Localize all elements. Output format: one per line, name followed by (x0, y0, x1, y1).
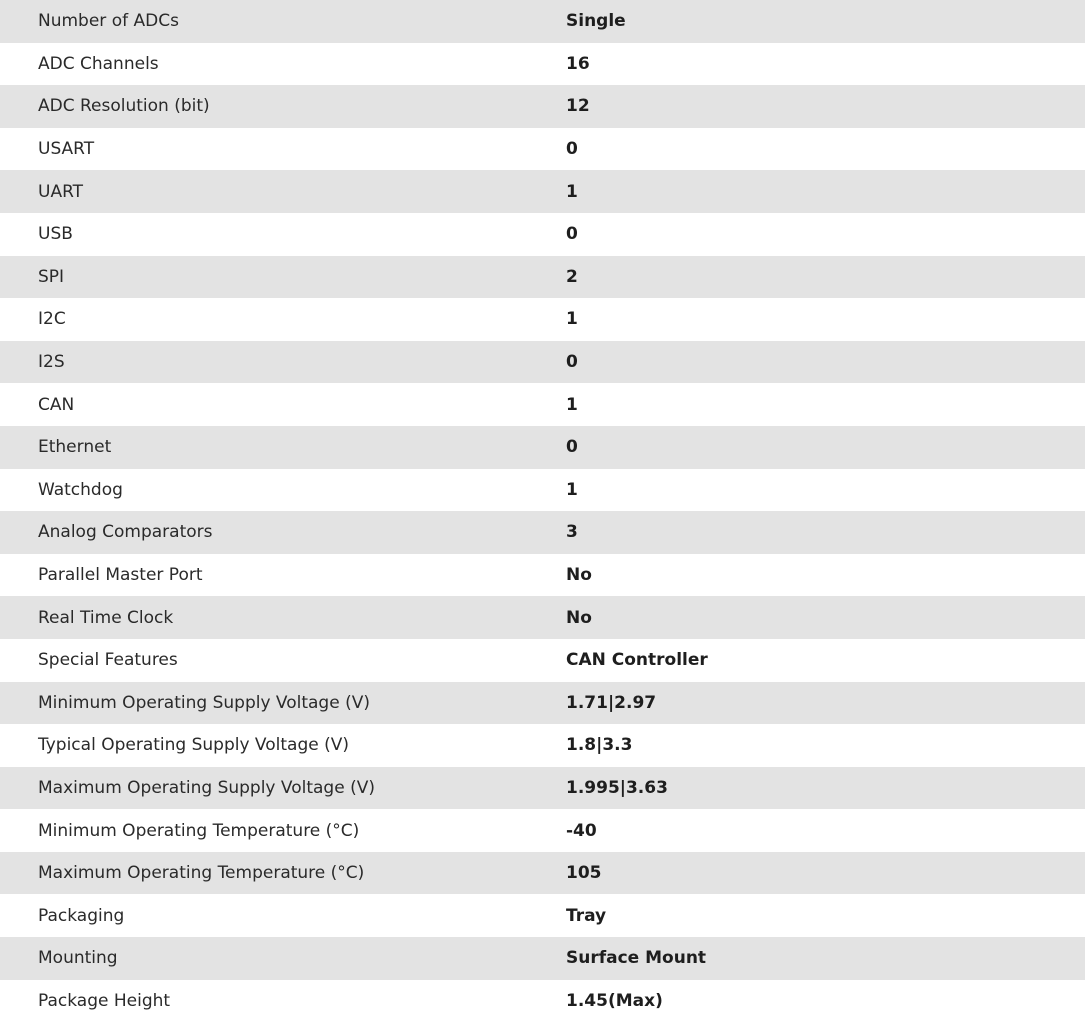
spec-row (0, 85, 1085, 128)
spec-value: 0 (566, 224, 578, 245)
spec-label: Ethernet (38, 437, 112, 458)
spec-value: 1.71|2.97 (566, 692, 657, 713)
spec-label: CAN (38, 394, 75, 415)
spec-label: I2S (38, 352, 65, 373)
spec-value: 0 (566, 139, 578, 160)
spec-row (0, 469, 1085, 512)
spec-label: Analog Comparators (38, 522, 213, 543)
spec-row (0, 511, 1085, 554)
spec-row (0, 298, 1085, 341)
spec-label: Minimum Operating Supply Voltage (V) (38, 692, 370, 713)
spec-value: 105 (566, 863, 602, 884)
spec-value: 0 (566, 352, 578, 373)
spec-row (0, 596, 1085, 639)
spec-value: Tray (566, 905, 607, 926)
spec-label: Maximum Operating Temperature (°C) (38, 863, 365, 884)
spec-label: USB (38, 224, 73, 245)
spec-row (0, 980, 1085, 1022)
spec-value: 16 (566, 53, 590, 74)
spec-label: Package Height (38, 990, 171, 1011)
spec-label: Mounting (38, 948, 118, 969)
spec-row (0, 128, 1085, 171)
spec-row (0, 724, 1085, 767)
spec-label: Real Time Clock (38, 607, 174, 628)
spec-label: SPI (38, 266, 65, 287)
spec-value: No (566, 565, 592, 586)
spec-label: Packaging (38, 905, 125, 926)
spec-row (0, 639, 1085, 682)
spec-value: 1 (566, 394, 578, 415)
spec-row (0, 894, 1085, 937)
spec-label: I2C (38, 309, 66, 330)
spec-label: Maximum Operating Supply Voltage (V) (38, 777, 375, 798)
spec-row (0, 383, 1085, 426)
spec-row (0, 852, 1085, 895)
spec-value: -40 (566, 820, 597, 841)
spec-label: Watchdog (38, 479, 123, 500)
spec-row (0, 43, 1085, 86)
spec-row (0, 341, 1085, 384)
spec-value: 12 (566, 96, 590, 117)
spec-value: 3 (566, 522, 578, 543)
spec-row (0, 937, 1085, 980)
spec-value: 1 (566, 309, 578, 330)
spec-row (0, 426, 1085, 469)
spec-row (0, 682, 1085, 725)
spec-value: Single (566, 11, 626, 32)
spec-row (0, 554, 1085, 597)
spec-value: Surface Mount (566, 948, 707, 969)
spec-value: 0 (566, 437, 578, 458)
spec-value: CAN Controller (566, 650, 708, 671)
spec-label: ADC Channels (38, 53, 159, 74)
spec-value: 1 (566, 479, 578, 500)
spec-value: 2 (566, 266, 578, 287)
spec-value: 1 (566, 181, 578, 202)
spec-row (0, 809, 1085, 852)
spec-label: ADC Resolution (bit) (38, 96, 210, 117)
spec-row (0, 213, 1085, 256)
spec-label: Minimum Operating Temperature (°C) (38, 820, 360, 841)
spec-value: 1.45(Max) (566, 990, 663, 1011)
spec-row (0, 767, 1085, 810)
spec-value: 1.8|3.3 (566, 735, 633, 756)
spec-value: 1.995|3.63 (566, 777, 668, 798)
spec-label: Typical Operating Supply Voltage (V) (38, 735, 349, 756)
spec-row (0, 170, 1085, 213)
spec-value: No (566, 607, 592, 628)
spec-label: Number of ADCs (38, 11, 179, 32)
spec-label: Special Features (38, 650, 178, 671)
spec-label: Parallel Master Port (38, 565, 203, 586)
spec-row (0, 0, 1085, 43)
spec-label: USART (38, 139, 95, 160)
spec-label: UART (38, 181, 84, 202)
spec-row (0, 256, 1085, 299)
